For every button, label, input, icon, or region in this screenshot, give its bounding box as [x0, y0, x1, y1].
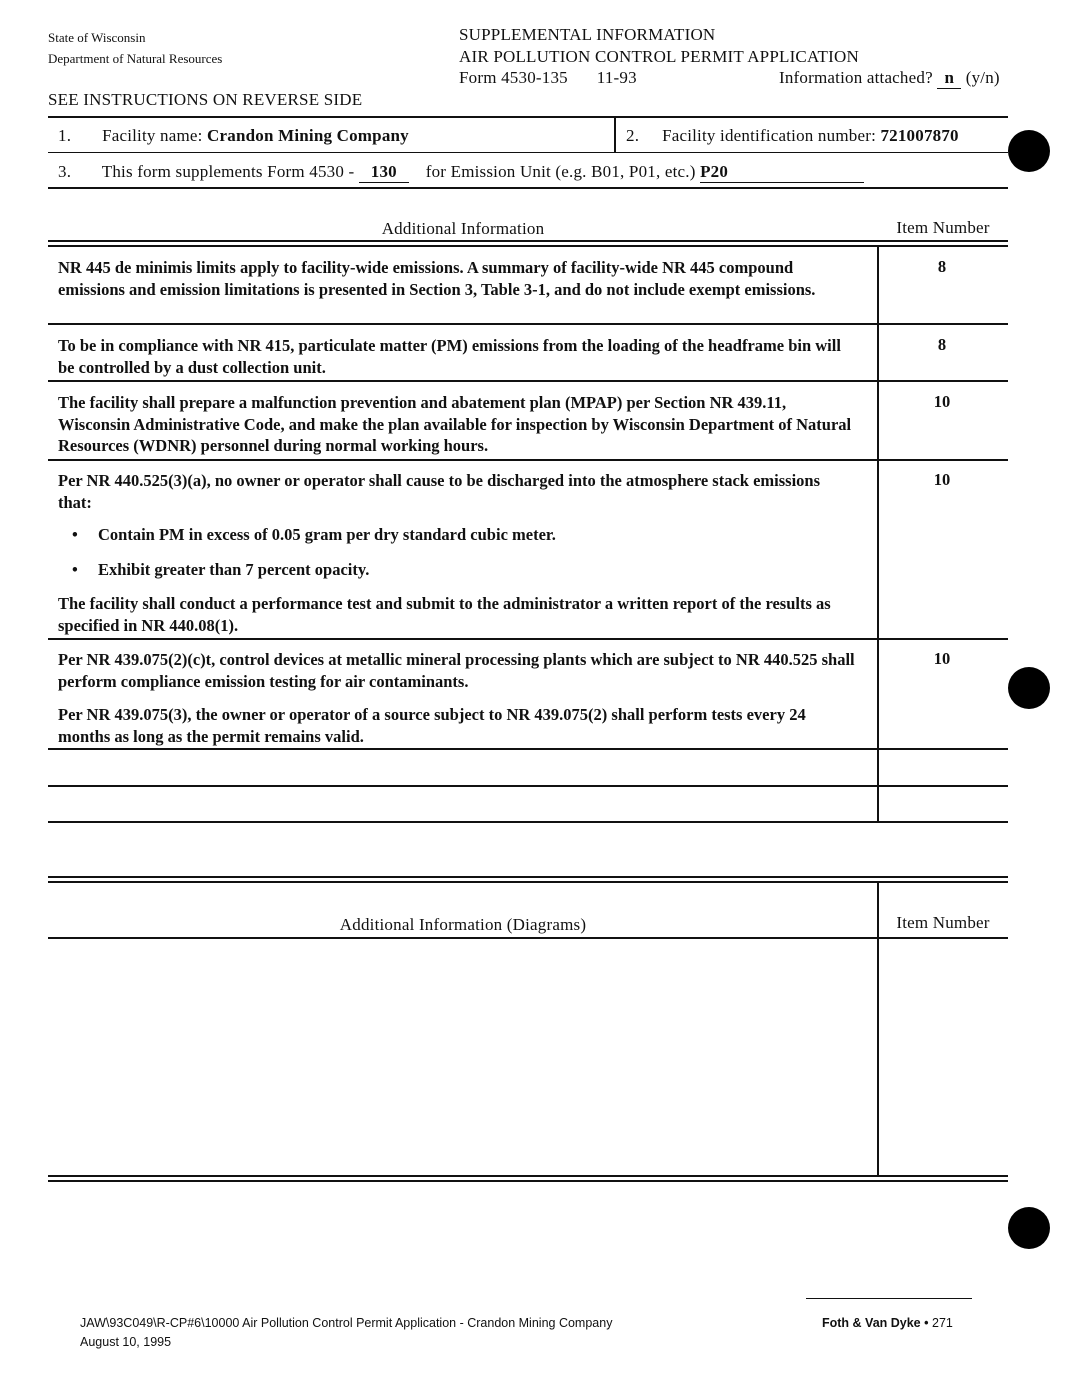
supplements-field [58, 162, 864, 183]
footer-path: JAW\93C049\R-CP#6\10000 Air Pollution Control Permit Application - Crandon Mining Company [80, 1316, 613, 1330]
facility-id-label: Facility identification number: [662, 126, 876, 145]
bullet-text: Exhibit greater than 7 percent opacity. [98, 560, 370, 579]
supplements-label: This form supplements Form 4530 - [101, 162, 355, 181]
table-row-continuation: The facility shall conduct a performance test and submit to the administrator a written report of the results as specified in NR 440.08(1). [58, 594, 831, 635]
divider [48, 881, 1008, 883]
instructions-label: SEE INSTRUCTIONS ON REVERSE SIDE [48, 90, 363, 109]
table-row: The facility shall prepare a malfunction prevention and abatement plan (MPAP) per Section NR 439.11, Wisconsin Administrative Code, and make the plan available for inspection by Wisconsin Department of Natural Resources (WDNR) personnel during normal working hours. [58, 393, 852, 455]
info-attached [779, 68, 1000, 89]
page-number: 271 [932, 1316, 953, 1330]
table2-header-item: Item Number [896, 913, 990, 932]
info-attached-value[interactable]: n [937, 68, 961, 89]
form-number [459, 68, 637, 88]
divider [48, 459, 1008, 461]
divider [48, 785, 1008, 787]
field-number: 2. [626, 126, 640, 145]
info-attached-label: Information attached? [779, 68, 933, 87]
form-title-line1: SUPPLEMENTAL INFORMATION [459, 25, 716, 44]
divider [48, 876, 1008, 878]
table-row: NR 445 de minimis limits apply to facility-wide emissions. A summary of facility-wide NR 445 compound emissions and emission limitations is presented in Section 3, Table 3-1, and do not include exempt emissions. [58, 258, 816, 299]
divider [806, 1298, 972, 1299]
item-number: 10 [933, 649, 951, 668]
footer-firm-line [822, 1316, 953, 1330]
table-row: Per NR 439.075(2)(c)t, control devices at metallic mineral processing plants which are subject to NR 440.525 shall perform compliance emission testing for air contaminants. [58, 650, 855, 691]
item-number: 8 [937, 335, 947, 354]
state-label: State of Wisconsin [48, 30, 146, 45]
facility-name-value[interactable]: Crandon Mining Company [207, 126, 409, 145]
divider [48, 380, 1008, 382]
table2-header-info: Additional Information (Diagrams) [339, 915, 587, 934]
table-row-continuation: Per NR 439.075(3), the owner or operator of a source subject to NR 439.075(2) shall perform tests every 24 months as long as the permit remains valid. [58, 705, 806, 746]
bullet-icon: • [72, 560, 78, 579]
footer-firm: Foth & Van Dyke [822, 1316, 921, 1330]
divider [48, 240, 1008, 242]
divider [48, 748, 1008, 750]
punch-hole [1008, 667, 1050, 709]
divider [48, 638, 1008, 640]
facility-id-value[interactable]: 721007870 [880, 126, 959, 145]
info-attached-hint: (y/n) [965, 68, 1000, 87]
bullet-text: Contain PM in excess of 0.05 gram per dry standard cubic meter. [98, 525, 556, 544]
divider [48, 187, 1008, 189]
emission-unit-value[interactable]: P20 [700, 162, 864, 183]
item-number: 10 [933, 470, 951, 489]
emission-unit-label: for Emission Unit (e.g. B01, P01, etc.) [425, 162, 696, 181]
item-number: 10 [933, 392, 951, 411]
form-number-text: Form 4530-135 [459, 68, 568, 87]
supplements-form-value[interactable]: 130 [359, 162, 409, 183]
bullet-icon: • [72, 525, 78, 544]
field-number: 1. [58, 126, 72, 145]
footer-bullet: • [924, 1316, 929, 1330]
divider [48, 152, 1008, 153]
divider [48, 1175, 1008, 1177]
table1-header-item: Item Number [896, 218, 990, 237]
field-number: 3. [58, 162, 72, 181]
table1-header-info: Additional Information [381, 219, 545, 238]
facility-name-label: Facility name: [102, 126, 203, 145]
facility-name-field [58, 126, 409, 146]
divider [614, 116, 616, 152]
divider [877, 246, 879, 821]
punch-hole [1008, 1207, 1050, 1249]
divider [48, 245, 1008, 247]
form-title-line2: AIR POLLUTION CONTROL PERMIT APPLICATION [459, 47, 859, 66]
department-label: Department of Natural Resources [48, 51, 223, 66]
divider [48, 323, 1008, 325]
divider [48, 116, 1008, 118]
footer-date: August 10, 1995 [80, 1335, 172, 1349]
divider [48, 1180, 1008, 1182]
table-row: Per NR 440.525(3)(a), no owner or operator shall cause to be discharged into the atmosphere stack emissions that: [58, 471, 821, 512]
table-row: To be in compliance with NR 415, particulate matter (PM) emissions from the loading of the headframe bin will be controlled by a dust collection unit. [58, 336, 841, 377]
list-item [72, 525, 556, 545]
punch-hole [1008, 130, 1050, 172]
list-item [72, 560, 369, 580]
divider [48, 821, 1008, 823]
item-number: 8 [937, 257, 947, 276]
divider [48, 937, 1008, 939]
facility-id-field [626, 126, 959, 146]
form-date: 11-93 [596, 68, 637, 87]
